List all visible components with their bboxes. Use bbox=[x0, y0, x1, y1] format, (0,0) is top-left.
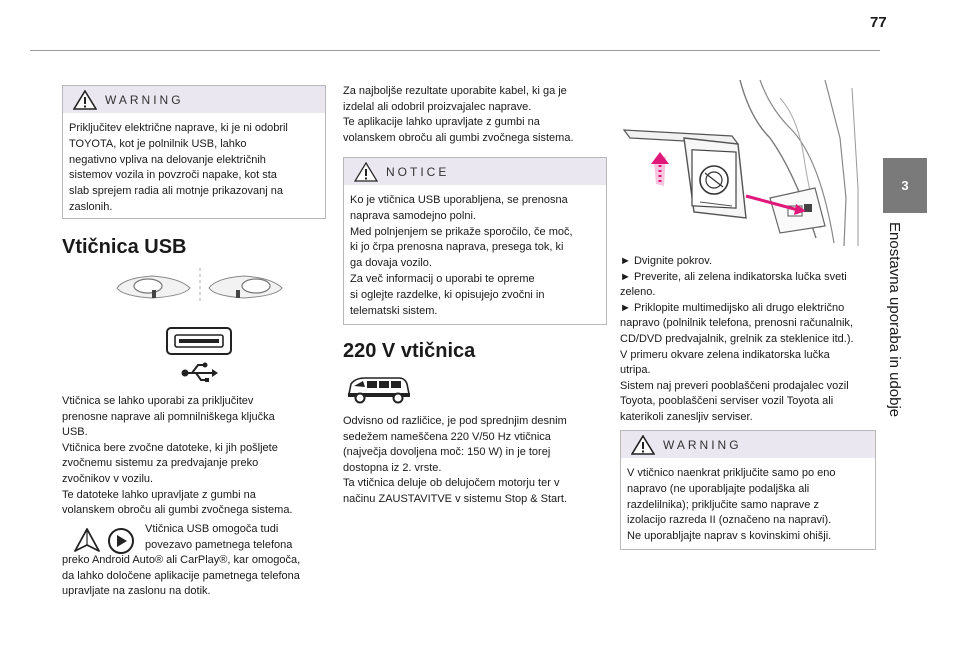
warning-text bbox=[621, 458, 875, 553]
notice-line: telematski sistem. bbox=[350, 304, 438, 317]
notice-title: NOTICE bbox=[386, 164, 450, 179]
body-line: Ta vtičnica deluje ob delujočem motorju ter v bbox=[343, 477, 560, 490]
step-line: V primeru okvare zelena indikatorska lučka bbox=[620, 348, 830, 361]
body-line: prenosne naprave ali pomnilniškega ključka bbox=[62, 410, 275, 423]
step-line: Toyota, pooblaščeni serviser vozil Toyota ali bbox=[620, 395, 834, 408]
warning-line: TOYOTA, kot je polnilnik USB, lahko bbox=[69, 137, 247, 150]
warning-icon bbox=[631, 435, 655, 455]
step-line: CD/DVD predvajalnik, grelnik za steklenice itd.). bbox=[620, 332, 854, 345]
page-number: 77 bbox=[870, 14, 887, 31]
body-line: povezavo pametnega telefona bbox=[145, 538, 293, 551]
warning-line: zaslonih. bbox=[69, 200, 113, 213]
body-line: izdelal ali odobril proizvajalec naprave. bbox=[343, 100, 532, 113]
body-line: USB. bbox=[62, 426, 88, 439]
top-rule bbox=[30, 50, 880, 51]
carplay-icon bbox=[106, 526, 136, 556]
body-line: načinu ZAUSTAVITVE v sistemu Stop & Start. bbox=[343, 492, 567, 505]
step-line: napravo (polnilnik telefona, prenosni računalnik, bbox=[620, 317, 853, 330]
usb-body bbox=[62, 394, 330, 519]
body-line: Vtičnica USB omogoča tudi bbox=[145, 523, 279, 535]
socket-illustration bbox=[620, 78, 868, 248]
body-line: volanskem obroču ali gumbi zvočnega sistema. bbox=[343, 131, 574, 144]
step-line: ► Preverite, ali zelena indikatorska lučka sveti bbox=[620, 270, 847, 283]
step-line: zeleno. bbox=[620, 286, 656, 299]
body-line: Vtičnica se lahko uporabi za priključitev bbox=[62, 395, 254, 407]
notice-line: Za več informacij o uporabi te opreme bbox=[350, 272, 535, 285]
chapter-title: Enostavna uporaba in udobje bbox=[886, 222, 903, 418]
warning-line: slab sprejem radia ali motnje prikazovanj na bbox=[69, 185, 283, 198]
warning-box-usb bbox=[62, 85, 326, 219]
step-line: ► Priklopite multimedijsko ali drugo električno bbox=[620, 301, 845, 314]
notice-line: ga dovaja vozilo. bbox=[350, 257, 432, 270]
socket-heading: 220 V vtičnica bbox=[343, 340, 476, 362]
step-line: utripa. bbox=[620, 364, 651, 377]
body-line: zvočnikov v vozilu. bbox=[62, 472, 154, 485]
notice-line: naprava samodejno polni. bbox=[350, 209, 476, 222]
body-line: Za najboljše rezultate uporabite kabel, ki ga je bbox=[343, 85, 567, 97]
van-icon bbox=[345, 374, 413, 404]
usb-symbol-icon bbox=[180, 360, 220, 386]
notice-box bbox=[343, 157, 607, 325]
socket-steps bbox=[620, 254, 880, 426]
step-line: ► Dvignite pokrov. bbox=[620, 255, 712, 267]
notice-line: ki jo črpa prenosna naprava, presega tok, ki bbox=[350, 241, 564, 254]
step-line: katerikoli zanesljiv serviser. bbox=[620, 410, 753, 423]
warning-title: WARNING bbox=[663, 437, 742, 452]
notice-icon bbox=[354, 162, 378, 182]
body-line: (največja dovoljena moč: 150 W) in je torej bbox=[343, 446, 551, 459]
body-line: preko Android Auto® ali CarPlay®, kar omogoča, bbox=[62, 554, 301, 566]
body-line: sedežem nameščena 220 V/50 Hz vtičnica bbox=[343, 430, 551, 443]
warning-title: WARNING bbox=[105, 92, 184, 107]
step-line: Sistem naj preveri pooblaščeni prodajalec vozil bbox=[620, 379, 849, 392]
warning-line: razdelilnika); priključite samo naprave z bbox=[627, 498, 819, 511]
warning-line: izolacijo razreda II (označeno na napravi). bbox=[627, 514, 832, 527]
warning-header bbox=[621, 431, 875, 458]
usb-tail-text bbox=[62, 553, 332, 600]
usb-icon-text bbox=[145, 522, 335, 553]
warning-line: Priključitev električne naprave, ki je ni odobril bbox=[69, 122, 288, 134]
chapter-label-wrap bbox=[886, 222, 904, 418]
body-line: zvočnemu sistemu za predvajanje preko bbox=[62, 457, 259, 470]
body-line: upravljate na zaslonu na dotik. bbox=[62, 585, 211, 598]
warning-icon bbox=[73, 90, 97, 110]
body-line: Vtičnica bere zvočne datoteke, ki jih pošljete bbox=[62, 441, 278, 454]
usb-heading: Vtičnica USB bbox=[62, 236, 187, 258]
usb-intro bbox=[343, 84, 613, 146]
warning-text bbox=[63, 113, 325, 224]
android-auto-icon bbox=[72, 527, 102, 553]
body-line: da lahko določene aplikacije pametnega telefona bbox=[62, 569, 300, 582]
body-line: Te aplikacije lahko upravljate z gumbi na bbox=[343, 116, 540, 129]
warning-line: Ne uporabljajte naprav s kovinskimi ohišji. bbox=[627, 530, 832, 543]
warning-line: napravo (ne uporabljajte podaljška ali bbox=[627, 482, 810, 495]
body-line: Te datoteke lahko upravljate z gumbi na bbox=[62, 488, 256, 501]
warning-line: negativno vpliva na delovanje električnih bbox=[69, 153, 266, 166]
notice-line: si oglejte razdelke, ki opisujejo zvočni in bbox=[350, 288, 545, 301]
warning-box-socket bbox=[620, 430, 876, 550]
socket-body bbox=[343, 414, 613, 508]
notice-text bbox=[344, 185, 606, 327]
chapter-tab[interactable]: 3 bbox=[883, 158, 927, 213]
notice-header bbox=[344, 158, 606, 185]
usb-location-illustration bbox=[112, 266, 287, 306]
body-line: Odvisno od različice, je pod sprednjim desnim bbox=[343, 415, 567, 427]
warning-header bbox=[63, 86, 325, 113]
warning-line: sistemov vozila in povzroči napake, kot sta bbox=[69, 169, 277, 182]
body-line: volanskem obroču ali gumbi zvočnega sistema. bbox=[62, 504, 293, 517]
warning-line: V vtičnico naenkrat priključite samo po eno bbox=[627, 467, 836, 479]
notice-line: Ko je vtičnica USB uporabljena, se prenosna bbox=[350, 194, 568, 206]
notice-line: Med polnjenjem se prikaže sporočilo, če moč, bbox=[350, 225, 573, 238]
body-line: dostopna iz 2. vrste. bbox=[343, 461, 442, 474]
